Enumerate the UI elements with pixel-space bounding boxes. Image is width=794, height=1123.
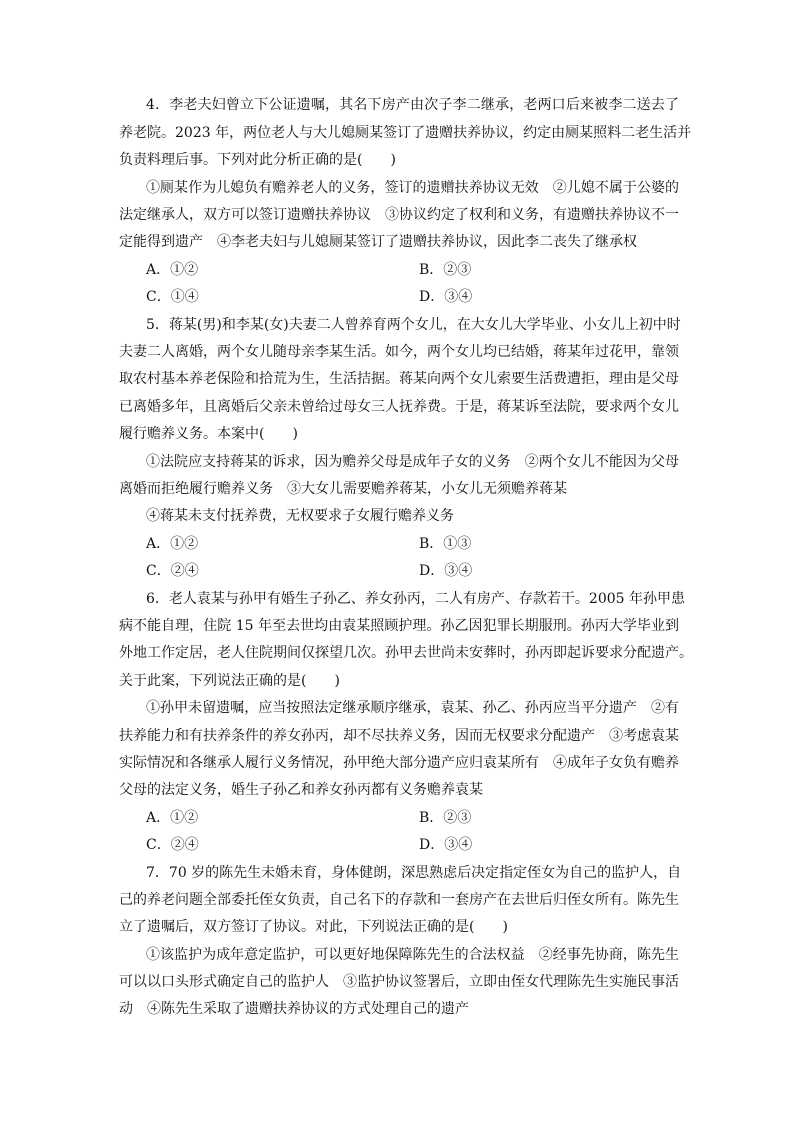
q7-stem-line: 7．70 岁的陈先生未婚未育，身体健朗，深思熟虑后决定指定侄女为自己的监护人，自 [146,865,682,881]
q4-item-line: ①厕某作为儿媳负有赡养老人的义务，签订的遗赠扶养协议无效 ②儿媳不属于公婆的 [146,180,679,196]
q5-stem-line: 5．蒋某(男)和李某(女)夫妻二人曾养育两个女儿，在大女儿大学毕业、小女儿上初中时 [146,317,681,333]
q6-item-line: 父母的法定义务，婚生子孙乙和养女孙丙都有义务赡养袁某 [119,782,483,798]
q5-stem-line: 履行赡养义务。本案中( ) [119,426,298,442]
q5-option-d: D．③④ [419,563,473,579]
q6-stem-line: 病不能自理，住院 15 年至去世均由袁某照顾护理。孙乙因犯罪长期服刑。孙丙大学毕业到 [119,618,679,634]
q6-option-c: C．②④ [146,837,199,853]
q5-stem-line: 夫妻二人离婚，两个女儿随母亲李某生活。如今，两个女儿均已结婚，蒋某年过花甲，靠领 [119,344,679,360]
q4-stem-line: 4．李老夫妇曾立下公证遗嘱，其名下房产由次子李二继承，老两口后来被李二送去了 [146,97,679,113]
q5-option-c: C．②④ [146,563,199,579]
q6-option-a: A．①② [146,810,199,826]
q6-stem-line: 外地工作定居，老人住院期间仅探望几次。孙甲去世尚未安葬时，孙丙即起诉要求分配遗产。 [119,645,693,661]
q4-stem-line: 负责料理后事。下列对此分析正确的是( ) [119,152,396,168]
q5-option-b: B．①③ [419,536,472,552]
q6-option-b: B．②③ [419,810,472,826]
q6-stem-line: 6．老人袁某与孙甲有婚生子孙乙、养女孙丙，二人有房产、存款若干。2005 年孙甲患 [146,591,685,607]
q6-stem-line: 关于此案，下列说法正确的是( ) [119,673,340,689]
q5-item-line: 离婚而拒绝履行赡养义务 ③大女儿需要赡养蒋某，小女儿无须赡养蒋某 [119,481,567,497]
q7-stem-line: 己的养老问题全部委托侄女负责，自己名下的存款和一套房产在去世后归侄女所有。陈先生 [119,892,679,908]
q5-item-line: ①法院应支持蒋某的诉求，因为赡养父母是成年子女的义务 ②两个女儿不能因为父母 [146,454,679,470]
q7-stem-line: 立了遗嘱后，双方签订了协议。对此，下列说法正确的是( ) [119,919,508,935]
q5-option-a: A．①② [146,536,199,552]
q4-option-d: D．③④ [419,289,473,305]
q6-option-d: D．③④ [419,837,473,853]
q4-item-line: 定能得到遗产 ④李老夫妇与儿媳厕某签订了遗赠扶养协议，因此李二丧失了继承权 [119,234,637,250]
q4-option-b: B．②③ [419,262,472,278]
q6-item-line: 扶养能力和有扶养条件的养女孙丙，却不尽扶养义务，因而无权要求分配遗产 ③考虑袁某 [119,728,679,744]
q7-item-line: ①该监护为成年意定监护，可以更好地保障陈先生的合法权益 ②经事先协商，陈先生 [146,947,679,963]
q4-item-line: 法定继承人，双方可以签订遗赠扶养协议 ③协议约定了权利和义务，有遗赠扶养协议不一 [119,207,679,223]
q4-option-a: A．①② [146,262,199,278]
q7-item-line: 可以以口头形式确定自己的监护人 ③监护协议签署后，立即由侄女代理陈先生实施民事活 [119,974,679,990]
q5-stem-line: 取农村基本养老保险和拾荒为生，生活拮据。蒋某向两个女儿索要生活费遭拒，理由是父母 [119,371,679,387]
q6-item-line: ①孙甲未留遗嘱，应当按照法定继承顺序继承，袁某、孙乙、孙丙应当平分遗产 ②有 [146,700,679,716]
q7-item-line: 动 ④陈先生采取了遗赠扶养协议的方式处理自己的遗产 [119,1001,469,1017]
q5-item-line: ④蒋某未支付抚养费，无权要求子女履行赡养义务 [146,508,454,524]
q6-item-line: 实际情况和各继承人履行义务情况，孙甲绝大部分遗产应归袁某所有 ④成年子女负有赡养 [119,755,679,771]
q5-stem-line: 已离婚多年，且离婚后父亲未曾给过母女三人抚养费。于是，蒋某诉至法院，要求两个女儿 [119,399,679,415]
q4-option-c: C．①④ [146,289,199,305]
q4-stem-line: 养老院。2023 年，两位老人与大儿媳厕某签订了遗赠扶养协议，约定由厕某照料二老生活并 [119,125,692,141]
